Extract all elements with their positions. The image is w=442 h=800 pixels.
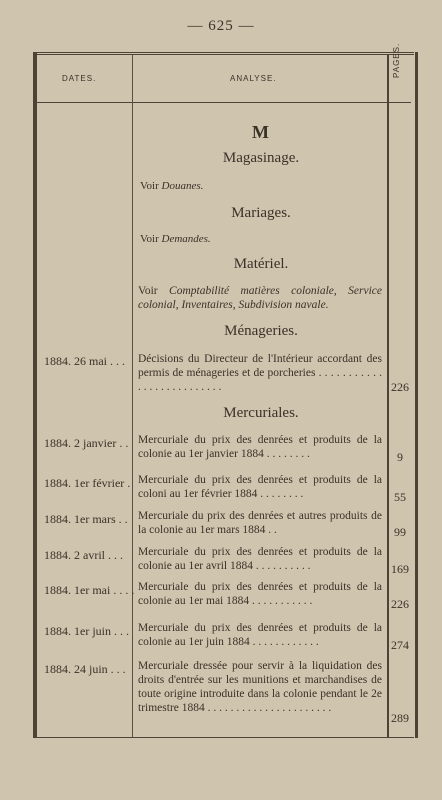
heading-mercuriales: Mercuriales.	[223, 405, 299, 421]
entry-date: 1884. 1er mars . .	[44, 512, 128, 526]
ref-target: Douanes.	[161, 180, 204, 192]
entry-page: 226	[391, 597, 409, 611]
ref-prefix: Voir	[140, 233, 159, 245]
ref-prefix: Voir	[138, 285, 158, 297]
entry-page: 169	[391, 562, 409, 576]
entry-text: Mercuriale du prix des denrées et produits de la colonie au 1er juin 1884 . . . . . . . . . . . .	[138, 622, 382, 648]
ref-prefix: Voir	[140, 180, 159, 192]
column-header-pages: PAGES.	[392, 42, 401, 78]
entry-page: 99	[394, 525, 406, 539]
entry-page: 226	[391, 380, 409, 394]
entry-page: 289	[391, 711, 409, 725]
entry-page: 55	[394, 490, 406, 504]
entry-text: Mercuriale dressée pour servir à la liquidation des droits d'entrée sur les munitions et marchandises de toute origine introduite dans la colonie pendant le 2e trimestre 1884 . . . . . . . . . . . . . . . . . . . . . .	[138, 660, 382, 714]
page-number: — 625 —	[187, 18, 255, 34]
entry-date: 1884. 2 janvier . .	[44, 436, 129, 450]
entry-text: Mercuriale du prix des denrées et produits de la colonie au 1er mai 1884 . . . . . . . . . . .	[138, 581, 382, 607]
entry-text: Mercuriale du prix des denrées et produits de la coloni au 1er février 1884 . . . . . . . .	[138, 474, 382, 500]
entry-text: Mercuriale du prix des denrées et produits de la colonie au 1er avril 1884 . . . . . . . . . .	[138, 546, 382, 572]
heading-materiel: Matériel.	[233, 256, 289, 272]
column-header-dates: DATES.	[62, 74, 97, 83]
cross-reference	[140, 180, 203, 192]
entry-date: 1884. 1er février .	[44, 476, 131, 490]
entry-date: 1884. 1er mai . . . .	[44, 583, 135, 597]
entry-date: 1884. 26 mai . . .	[44, 354, 125, 368]
entry-text: Mercuriale du prix des denrées et autres produits de la colonie au 1er mars 1884 . .	[138, 510, 382, 536]
ref-target: Demandes.	[161, 233, 211, 245]
entry-page: 274	[391, 638, 409, 652]
entry-text: Décisions du Directeur de l'Intérieur accordant des permis de ménageries et de porcheries . . . . . . . . . . . . . . . . . . . . . . . . . .	[138, 353, 382, 393]
entry-date: 1884. 1er juin . . .	[44, 624, 129, 638]
heading-mariages: Mariages.	[231, 205, 291, 221]
column-header-analyse: ANALYSE.	[230, 74, 277, 83]
section-letter: M	[252, 122, 269, 142]
heading-magasinage: Magasinage.	[222, 150, 300, 166]
heading-menageries: Ménageries.	[224, 323, 298, 339]
cross-reference	[138, 284, 382, 312]
header-rule	[37, 102, 411, 103]
entry-page: 9	[397, 450, 403, 464]
entry-text: Mercuriale du prix des denrées et produits de la colonie au 1er janvier 1884 . . . . . . . .	[138, 434, 382, 460]
table-bottom-rule	[33, 737, 414, 738]
pages-column-divider	[387, 55, 389, 737]
cross-reference	[140, 233, 211, 245]
entry-date: 1884. 2 avril . . .	[44, 548, 123, 562]
entry-date: 1884. 24 juin . . .	[44, 662, 126, 676]
ref-target: Comptabilité matières coloniale, Service colonial, Inventaires, Subdivision navale.	[138, 285, 383, 311]
dates-column-divider	[132, 55, 133, 737]
